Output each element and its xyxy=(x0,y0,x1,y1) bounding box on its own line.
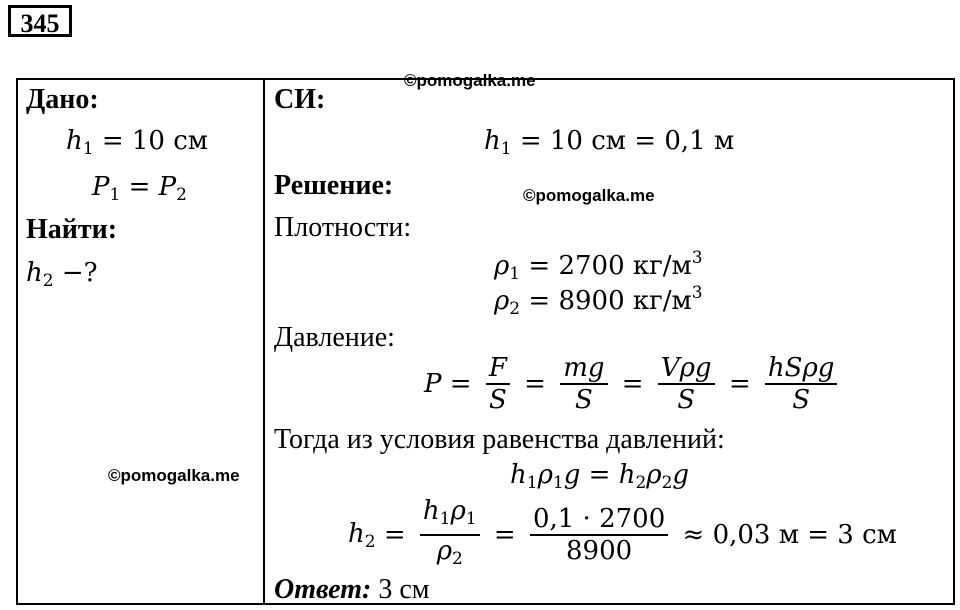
eq-sign: = xyxy=(524,369,546,399)
calculation-formula: $h_2$ = $\frac{h_1\rho_1}{\rho_2}$ = $\frac{0,1 \cdot 2700}{8900}$ ≈ 0,03 м = 3 см xyxy=(348,496,897,574)
frac-h1rho1-rho2: $\frac{h_1\rho_1}{\rho_2}$ xyxy=(420,496,480,574)
rho1-value: = 2700 кг/м xyxy=(528,251,692,281)
find-heading: Найти: xyxy=(26,214,118,245)
si-h1-value: = 10 см = 0,1 м xyxy=(519,126,735,156)
find-value: −? xyxy=(61,258,98,288)
equality-equation: $h_1\rho_1g = h_2\rho_2g$ xyxy=(510,460,690,493)
eq-sign: = xyxy=(493,520,516,550)
eq-sign: = xyxy=(383,520,406,550)
given-p-relation: = xyxy=(128,172,151,202)
eq-sign: = xyxy=(621,369,644,399)
calc-denominator: 8900 xyxy=(566,536,633,566)
eq-sign: = xyxy=(449,369,472,399)
watermark-top: ©pomogalka.me xyxy=(404,71,536,90)
eq-sign: = xyxy=(588,460,611,490)
rho2-line: $\rho_2 = 8900$ $кг/м^3$ xyxy=(494,283,703,319)
watermark-left: ©pomogalka.me xyxy=(108,466,240,485)
densities-label: Плотности: xyxy=(274,212,412,243)
pressure-formula: P = $\frac{F}{S}$ = $\frac{mg}{S}$ = $\frac{\text{Vρg}}{S}$ = $\frac{\text{hSρg}}{S}$ xyxy=(424,353,843,415)
frac-hsrhog-s: $\frac{\text{hSρg}}{S}$ xyxy=(765,353,838,415)
rho2-cube: 3 xyxy=(691,283,703,303)
solution-heading: Решение: xyxy=(274,170,394,201)
find-h2: $h_2$ −? xyxy=(26,258,98,291)
calc-numerator: 0,1 · 2700 xyxy=(530,504,668,536)
answer-label: Ответ: xyxy=(274,574,372,605)
frac-mg-s: $\frac{mg}{S}$ xyxy=(560,353,607,415)
rho2-value: = 8900 кг/м xyxy=(528,286,692,316)
si-h1-conversion: $h_1 = 10$ см = 0,1 м xyxy=(484,126,735,159)
frac-f-s: $\frac{F}{S}$ xyxy=(486,353,510,415)
watermark-middle: ©pomogalka.me xyxy=(523,186,655,205)
calc-result: ≈ 0,03 м = 3 см xyxy=(682,520,897,550)
rho1-cube: 3 xyxy=(691,248,703,268)
given-h1-value: = 10 см xyxy=(101,126,209,156)
condition-text: Тогда из условия равенства давлений: xyxy=(274,424,725,455)
given-pressure-equality: $P_1 = P_2$ xyxy=(92,172,187,205)
frac-numeric xyxy=(530,504,668,566)
eq-sign: = xyxy=(728,369,751,399)
frac-vrhog-s: $\frac{\text{Vρg}}{S}$ xyxy=(658,353,715,415)
si-heading: СИ: xyxy=(274,84,326,115)
given-h1: $h_1 = 10$ см xyxy=(66,126,209,159)
given-heading: Дано: xyxy=(26,84,99,115)
answer-value: 3 см xyxy=(378,574,430,605)
pressure-label: Давление: xyxy=(274,322,395,353)
column-divider xyxy=(263,78,265,605)
problem-number: 345 xyxy=(8,5,72,37)
rho1-line: $\rho_1 = 2700$ $кг/м^3$ xyxy=(494,248,703,284)
answer-line xyxy=(274,574,430,606)
